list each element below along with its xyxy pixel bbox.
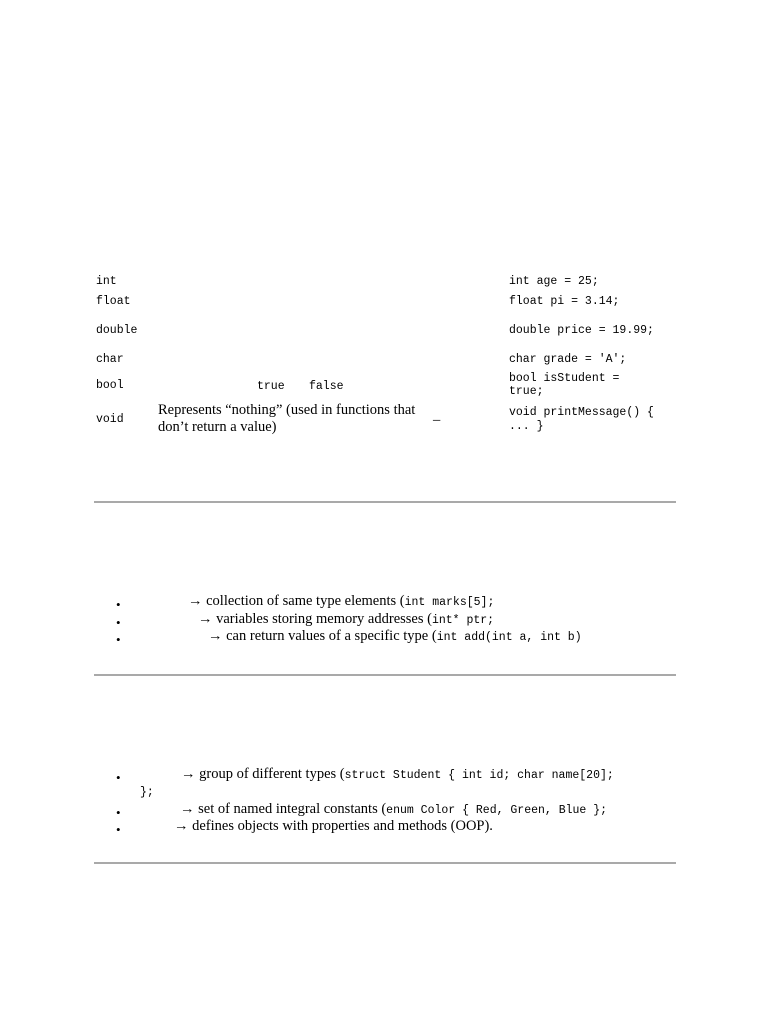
- example-int: int age = 25;: [509, 275, 599, 288]
- divider-1: [94, 501, 676, 503]
- list-item-text: → can return values of a specific type (: [208, 628, 437, 644]
- list-item-code: int* ptr;: [431, 614, 495, 627]
- list-item-array: [188, 593, 494, 610]
- bullet-icon: •: [116, 632, 121, 647]
- desc-void: Represents “nothing” (used in functions that don’t return a value): [158, 402, 416, 435]
- list-item-code: int marks[5];: [404, 596, 495, 609]
- example-char: char grade = 'A';: [509, 353, 627, 366]
- example-void-line2: ... }: [509, 420, 544, 433]
- type-void: void: [96, 413, 124, 426]
- example-double: double price = 19.99;: [509, 324, 654, 337]
- list-item-code: int add(int a, int b): [436, 631, 582, 644]
- list-item-text: → collection of same type elements (: [188, 593, 405, 609]
- bullet-icon: •: [116, 805, 121, 820]
- example-float: float pi = 3.14;: [509, 295, 620, 308]
- list-item-text: → variables storing memory addresses (: [198, 611, 432, 627]
- list-item-struct: [181, 766, 614, 783]
- bullet-icon: •: [116, 597, 121, 612]
- list-item-pointer: [198, 611, 494, 628]
- list-item-function: [208, 628, 582, 645]
- type-bool: bool: [96, 379, 124, 392]
- bullet-icon: •: [116, 822, 121, 837]
- example-void-line1: void printMessage() {: [509, 406, 654, 419]
- bool-value-true: true: [257, 380, 285, 393]
- list-item-code-continued: };: [140, 786, 154, 799]
- example-bool-line1: bool isStudent =: [509, 372, 620, 385]
- divider-2: [94, 674, 676, 676]
- list-item-code: struct Student { int id; char name[20];: [344, 769, 614, 782]
- list-item-text: → set of named integral constants (: [180, 801, 387, 817]
- bullet-icon: •: [116, 770, 121, 785]
- bool-value-false: false: [309, 380, 344, 393]
- bullet-icon: •: [116, 615, 121, 630]
- type-float: float: [96, 295, 131, 308]
- type-char: char: [96, 353, 124, 366]
- type-double: double: [96, 324, 138, 337]
- range-void: –: [433, 412, 441, 428]
- type-int: int: [96, 275, 117, 288]
- list-item-enum: [180, 801, 607, 818]
- list-item-text: → defines objects with properties and methods (OOP).: [174, 818, 493, 834]
- list-item-code: enum Color { Red, Green, Blue };: [386, 804, 608, 817]
- list-item-text: → group of different types (: [181, 766, 345, 782]
- divider-3: [94, 862, 676, 864]
- example-bool-line2: true;: [509, 385, 544, 398]
- list-item-class: [174, 818, 493, 835]
